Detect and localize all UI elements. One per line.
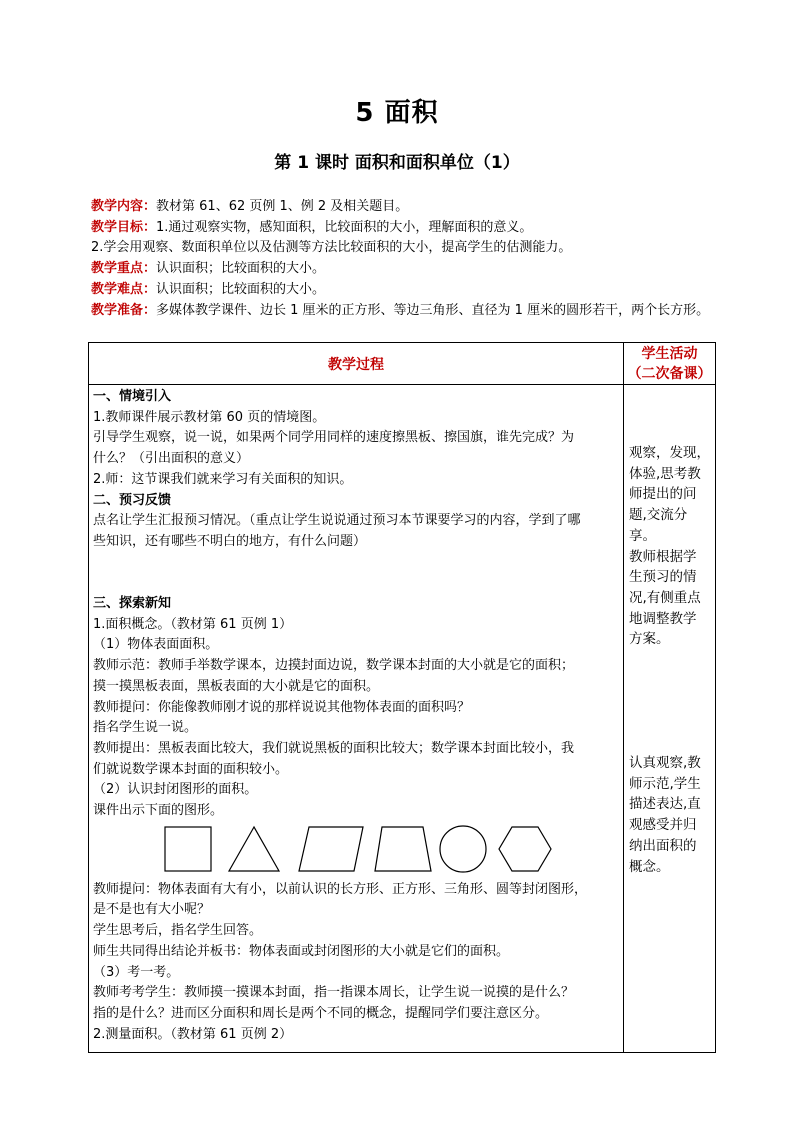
- process-line: [93, 553, 619, 574]
- key-row: [91, 259, 717, 280]
- process-line: 什么？（引出面积的意义）: [93, 451, 250, 467]
- process-line: 教师提问：你能像教师刚才说的那样说说其他物体表面的面积吗？: [93, 699, 471, 715]
- difficulty-row: [91, 280, 717, 301]
- process-line: [93, 573, 619, 594]
- content-row: [91, 197, 717, 218]
- hexagon-shape: [499, 827, 551, 871]
- lesson-intro: [91, 197, 717, 321]
- activity-line: 纳出面积的: [629, 837, 697, 854]
- activity-line: 观感受并归: [629, 817, 697, 834]
- activity-line: 师示范,学生: [629, 775, 701, 792]
- activity-note-1: [629, 443, 711, 650]
- process-line: 点名让学生汇报预习情况。（重点让学生说说通过预习本节课要学习的内容，学到了哪: [93, 513, 581, 529]
- goal-label: 教学目标：: [91, 219, 157, 235]
- process-line: 指的是什么？进而区分面积和周长是两个不同的概念，提醒同学们要注意区分。: [93, 1005, 549, 1021]
- process-line: 2.测量面积。（教材第 61 页例 2）: [93, 1026, 293, 1042]
- process-line: 教师提出：黑板表面比较大，我们就说黑板的面积比较大；数学课本封面比较小，我: [93, 740, 575, 756]
- activity-line: 生预习的情: [629, 569, 697, 586]
- process-line: 教师示范：教师手举数学课本，边摸封面边说，数学课本封面的大小就是它的面积；: [93, 658, 575, 674]
- student-activity-content: [624, 385, 716, 1053]
- section-heading: 二、预习反馈: [93, 492, 172, 508]
- process-line: 引导学生观察，说一说，如果两个同学用同样的速度擦黑板、擦国旗，谁先完成？为: [93, 430, 575, 446]
- activity-note-2: [629, 753, 711, 877]
- process-line: （3）考一考。: [93, 964, 180, 980]
- difficulty-text: 认识面积；比较面积的大小。: [156, 281, 326, 297]
- goal-text-2: 2.学会用观察、数面积单位以及估测等方法比较面积的大小，提高学生的估测能力。: [91, 240, 572, 256]
- prep-label: 教学准备：: [91, 302, 157, 318]
- content-text: 教材第 61、62 页例 1、例 2 及相关题目。: [156, 199, 409, 214]
- process-line: 摸一摸黑板表面，黑板表面的大小就是它的面积。: [93, 678, 380, 694]
- table-body-row: [89, 385, 716, 1053]
- parallelogram-shape: [299, 827, 363, 871]
- closed-shapes-svg: [163, 825, 563, 875]
- header-side-line-1: 学生活动: [641, 345, 698, 362]
- process-line: 课件出示下面的图形。: [93, 803, 224, 819]
- table-header-row: [89, 343, 716, 385]
- goal-text-1: 1.通过观察实物，感知面积，比较面积的大小，理解面积的意义。: [156, 219, 533, 235]
- activity-line: 概念。: [629, 858, 670, 875]
- activity-line: 题,交流分享。: [629, 507, 688, 544]
- process-line: 是不是也有大小呢？: [93, 902, 211, 918]
- difficulty-label: 教学难点：: [91, 281, 157, 297]
- process-line: （1）物体表面面积。: [93, 637, 219, 653]
- process-line: 学生思考后，指名学生回答。: [93, 923, 263, 939]
- activity-line: 教师根据学: [629, 548, 697, 565]
- section-heading: 三、探索新知: [93, 596, 172, 612]
- process-line: （2）认识封闭图形的面积。: [93, 782, 258, 798]
- process-content: [89, 385, 624, 1053]
- process-line: 师生共同得出结论并板书：物体表面或封闭图形的大小就是它们的面积。: [93, 943, 510, 959]
- process-line: 们就说数学课本封面的面积较小。: [93, 761, 289, 777]
- activity-line: 体验,思考教: [629, 465, 701, 482]
- triangle-shape: [229, 827, 279, 871]
- prep-text: 多媒体教学课件、边长 1 厘米的正方形、等边三角形、直径为 1 厘米的圆形若干，两个长方形。: [156, 302, 710, 318]
- key-text: 认识面积；比较面积的大小。: [156, 261, 326, 277]
- activity-line: 认真观察,教: [629, 755, 701, 771]
- square-shape: [165, 827, 211, 871]
- teaching-process-table: [88, 342, 716, 1053]
- header-student-activity: [624, 343, 716, 385]
- page-title: 5 面积: [355, 98, 439, 128]
- key-label: 教学重点：: [91, 261, 157, 277]
- goal-row: [91, 218, 717, 239]
- prep-row: [91, 301, 717, 322]
- process-line: 教师考考学生：教师摸一摸课本封面，指一指课本周长，让学生说一说摸的是什么？: [93, 985, 575, 1001]
- process-line: 1.面积概念。（教材第 61 页例 1）: [93, 616, 293, 632]
- process-line: 1.教师课件展示教材第 60 页的情境图。: [93, 409, 326, 425]
- activity-line: 方案。: [629, 631, 670, 648]
- trapezoid-shape: [375, 827, 431, 871]
- section-heading: 一、情境引入: [93, 389, 172, 404]
- activity-line: 况,有侧重点: [629, 589, 701, 606]
- lesson-title: 第 1 课时 面积和面积单位（1）: [274, 153, 520, 173]
- shapes-figure: [93, 822, 619, 880]
- activity-line: 师提出的问: [629, 486, 697, 503]
- activity-line: 地调整教学: [629, 610, 697, 627]
- header-side-line-2: （二次备课）: [627, 365, 712, 382]
- header-process: 教学过程: [89, 343, 624, 385]
- content-label: 教学内容：: [91, 199, 157, 214]
- process-line: 些知识，还有哪些不明白的地方，有什么问题）: [93, 533, 367, 549]
- process-line: 2.师：这节课我们就来学习有关面积的知识。: [93, 471, 353, 487]
- circle-shape: [440, 826, 486, 872]
- activity-line: 观察，发现，: [629, 445, 711, 461]
- process-line: 指名学生说一说。: [93, 720, 198, 736]
- activity-line: 描述表达,直: [629, 796, 701, 813]
- process-line: 教师提问：物体表面有大有小，以前认识的长方形、正方形、三角形、圆等封闭图形，: [93, 881, 588, 897]
